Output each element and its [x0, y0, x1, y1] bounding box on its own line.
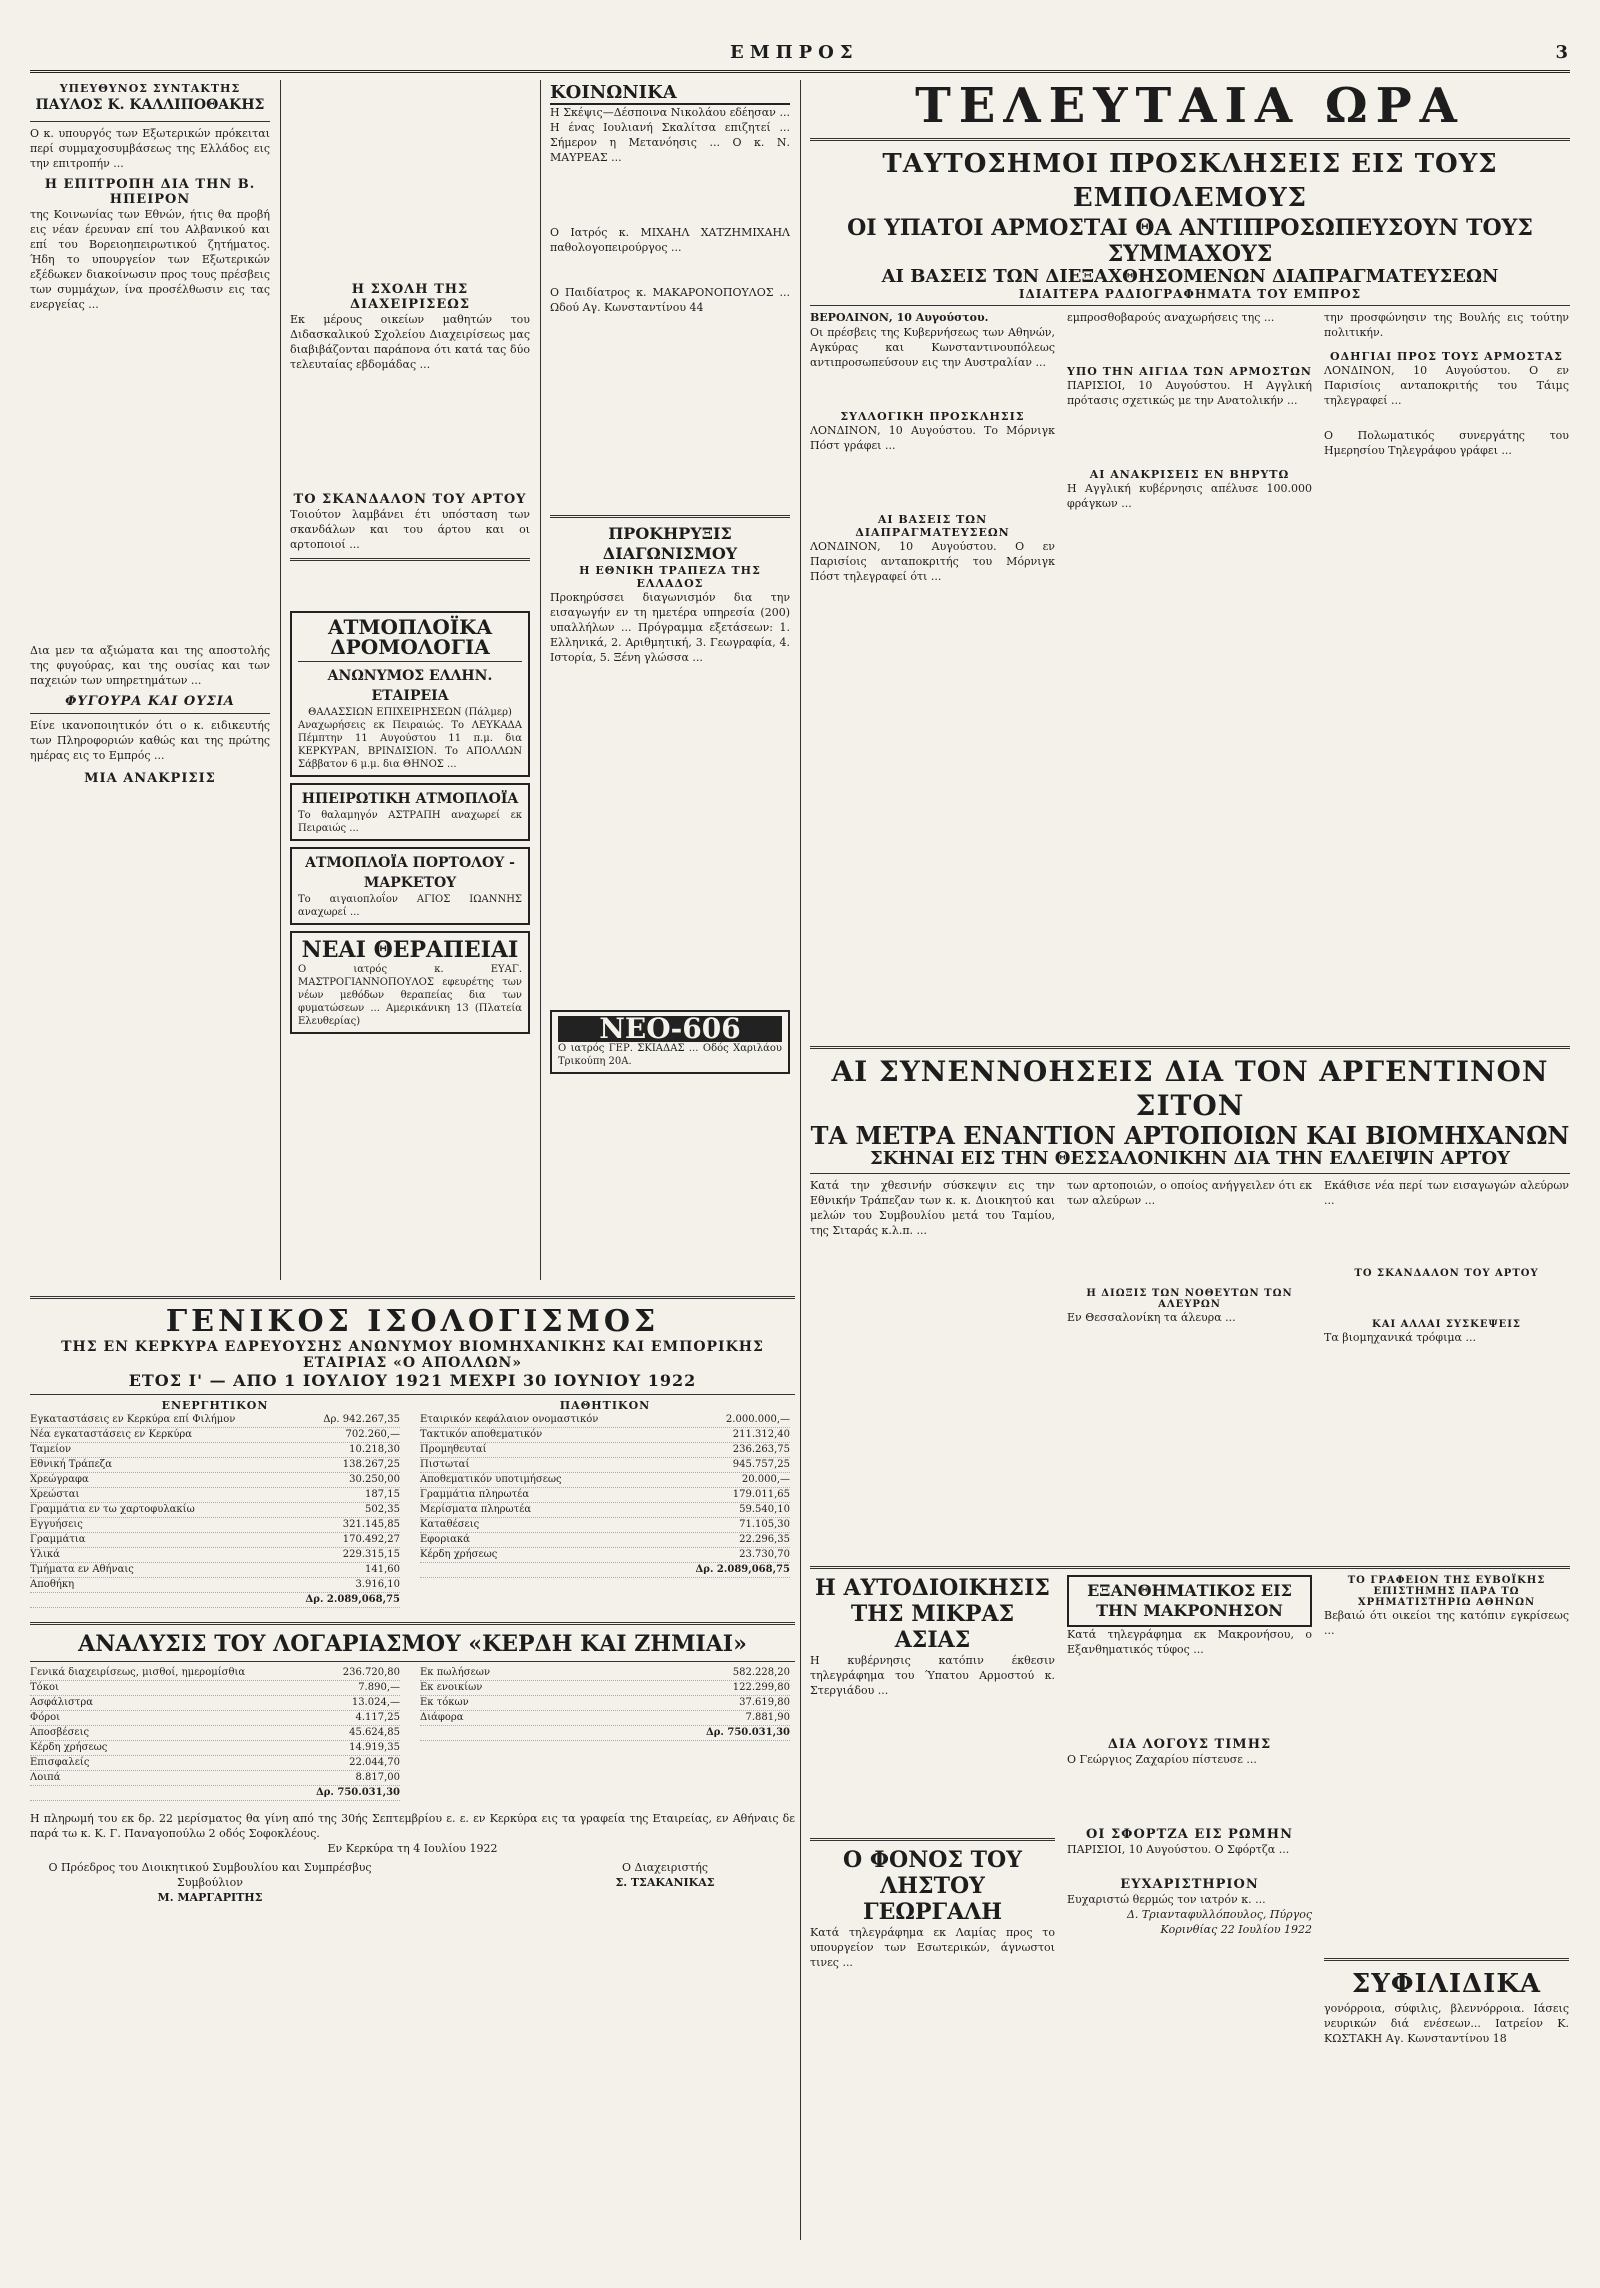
article-body: Η κυβέρνησις κατόπιν έκθεσιν τηλεγράφημα του Ύπατου Αρμοστού κ. Στεργιάδου ...	[810, 1654, 1055, 1697]
ledger-row	[30, 1428, 400, 1443]
ledger-amount: 8.817,00	[355, 1772, 400, 1783]
ad-title: ΝΕΑΙ ΘΕΡΑΠΕΙΑΙ	[301, 937, 519, 963]
article-subhead: Η ΕΘΝΙΚΗ ΤΡΑΠΕΖΑ ΤΗΣ ΕΛΛΑΔΟΣ	[579, 564, 761, 590]
article-body: Είνε ικανοποιητικόν ότι ο κ. ειδικευτής των Πληροφοριών καθώς και της πρώτης ημέρας εις το Εμπρός ...	[30, 719, 270, 762]
ad-box	[290, 847, 530, 925]
ledger-amount: 2.000.000,—	[725, 1414, 790, 1425]
liabilities-total: Δρ. 2.089,068,75	[695, 1564, 790, 1575]
banner-headline: ΤΕΛΕΥΤΑΙΑ ΩΡΑ	[915, 80, 1465, 134]
article-body: Δια μεν τα αξιώματα και της αποστολής της φυγούρας, και της ουσίας και των παχειών των υπηρετημάτων ...	[30, 644, 270, 687]
ad-body: Ο ιατρός ΓΕΡ. ΣΚΙΑΔΑΣ ... Οδός Χαριλάου Τρικούπη 20Α.	[558, 1043, 782, 1067]
article-subhead: Η ΕΠΙΤΡΟΠΗ ΔΙΑ ΤΗΝ Β. ΗΠΕΙΡΟΝ	[44, 177, 256, 207]
ledger-row	[30, 1443, 400, 1458]
ledger-amount: 138.267,25	[342, 1459, 400, 1470]
column-rule	[540, 80, 541, 1280]
ledger-amount: 236.720,80	[342, 1667, 400, 1678]
classified-title: ΣΥΦΙΛΙΔΙΚΑ	[1351, 1969, 1542, 1999]
article-body: Βεβαιώ ότι οικείοι της κατόπιν εγκρίσεως ...	[1324, 1609, 1569, 1637]
article-head: Η ΣΧΟΛΗ ΤΗΣ ΔΙΑΧΕΙΡΙΣΕΩΣ	[349, 282, 471, 312]
column-third	[550, 82, 790, 1282]
column-rule	[280, 80, 281, 1280]
ledger-row	[30, 1413, 400, 1428]
byline-name: ΠΑΥΛΟΣ Κ. ΚΑΛΛΙΠΟΘΑΚΗΣ	[35, 97, 265, 113]
article-body: ΛΟΝΔΙΝΟΝ, 10 Αυγούστου. Το Μόρνιγκ Πόστ γράφει ...	[810, 424, 1055, 452]
article-body: της Κοινωνίας των Εθνών, ήτις θα προβή εις νέαν έρευναν επί του Αλβανικού και επί του Βορειοηπειρωτικού ζητήματος. Ήδη το υπουργείον των Εξωτερικών εξέδωκεν διακοίνωσιν προς τους πρέσβεις των συμμάχων, ίνα προσέλθωσιν εις τας ενεργείας ...	[30, 208, 270, 311]
ledger-row	[420, 1443, 790, 1458]
article-head: ΠΡΟΚΗΡΥΞΙΣ ΔΙΑΓΩΝΙΣΜΟΥ	[602, 524, 738, 563]
ad-title: ΝΕΟ-606	[558, 1016, 782, 1042]
headline: ΙΔΙΑΙΤΕΡΑ ΡΑΔΙΟΓΡΑΦΗΜΑΤΑ ΤΟΥ ΕΜΠΡΟΣ	[1018, 287, 1362, 301]
ledger-label: Νέα εγκαταστάσεις εν Κερκύρα	[30, 1429, 193, 1440]
ledger-label: Αποσβέσεις	[30, 1727, 90, 1738]
ledger-amount: 7.890,—	[358, 1682, 400, 1693]
ledger-row	[420, 1548, 790, 1563]
article-head: ΕΥΧΑΡΙΣΤΗΡΙΟΝ	[1120, 1877, 1259, 1892]
ledger-row	[30, 1458, 400, 1473]
ad-body: Αναχωρήσεις εκ Πειραιώς. Το ΛΕΥΚΑΔΑ Πέμπτην 11 Αυγούστου 11 π.μ. δια ΚΕΡΚΥΡΑΝ, ΒΡΙΝΔΙΣΙΟΝ. Το ΑΠΟΛΛΩΝ Σάββατον 6 μ.μ. δια ΘΗΝΟΣ ...	[298, 720, 522, 770]
ledger-amount: 22.296,35	[739, 1534, 790, 1545]
assets-ledger	[30, 1399, 400, 1608]
headline: ΣΚΗΝΑΙ ΕΙΣ ΤΗΝ ΘΕΣΣΑΛΟΝΙΚΗΝ ΔΙΑ ΤΗΝ ΕΛΛΕΙΨΙΝ ΑΡΤΟΥ	[870, 1148, 1510, 1169]
ledger-row	[30, 1533, 400, 1548]
article-body: ΠΑΡΙΣΙΟΙ, 10 Αυγούστου. Η Αγγλική πρότασις σχετικώς με την Ανατολικήν ...	[1067, 379, 1312, 407]
article-subhead: Η ΔΙΩΞΙΣ ΤΩΝ ΝΟΘΕΥΤΩΝ ΤΩΝ ΑΛΕΥΡΩΝ	[1086, 1288, 1293, 1310]
ledger-label: Αποθεματικόν υποτιμήσεως	[420, 1474, 562, 1485]
ledger-amount: 582.228,20	[732, 1667, 790, 1678]
ad-subtitle: ΘΑΛΑΣΣΙΩΝ ΕΠΙΧΕΙΡΗΣΕΩΝ (Πάλμερ)	[308, 707, 512, 718]
liabilities-ledger	[420, 1399, 790, 1608]
ledger-label: Τόκοι	[30, 1682, 59, 1693]
ledger-row	[30, 1548, 400, 1563]
headline: ΟΙ ΥΠΑΤΟΙ ΑΡΜΟΣΤΑΙ ΘΑ ΑΝΤΙΠΡΟΣΩΠΕΥΣΟΥΝ ΤΟΥΣ ΣΥΜΜΑΧΟΥΣ	[847, 215, 1533, 267]
ledger-amount: 321.145,85	[342, 1519, 400, 1530]
ledger-row	[30, 1518, 400, 1533]
debit-total: Δρ. 750.031,30	[316, 1787, 400, 1798]
ledger-amount: 141,60	[365, 1564, 400, 1575]
news-column	[1067, 310, 1312, 584]
ledger-row	[420, 1666, 790, 1681]
paper-name: ΕΜΠΡΟΣ	[730, 42, 859, 63]
ledger-row	[30, 1726, 400, 1741]
ledger-amount: 23.730,70	[739, 1549, 790, 1560]
article-subhead: ΑΙ ΑΝΑΚΡΙΣΕΙΣ ΕΝ ΒΗΡΥΤΩ	[1089, 468, 1290, 481]
news-column	[810, 310, 1055, 584]
ledger-amount: 179.011,65	[732, 1489, 790, 1500]
article-intro: Ο κ. υπουργός των Εξωτερικών πρόκειται περί συμμαχοσυμβάσεως της Ελλάδος εις την επιτροπήν ...	[30, 127, 270, 170]
headline: ΑΙ ΣΥΝΕΝΝΟΗΣΕΙΣ ΔΙΑ ΤΟΝ ΑΡΓΕΝΤΙΝΟΝ ΣΙΤΟΝ	[831, 1055, 1549, 1122]
ledger-row	[30, 1578, 400, 1593]
ledger-label: Γραμμάτια εν τω χαρτοφυλακίω	[30, 1504, 195, 1515]
article-head: ΕΞΑΝΘΗΜΑΤΙΚΟΣ ΕΙΣ ΤΗΝ ΜΑΚΡΟΝΗΣΟΝ	[1087, 1581, 1292, 1620]
ad-body: Το αιγαιοπλοΐον ΑΓΙΟΣ ΙΩΑΝΝΗΣ αναχωρεί ...	[298, 894, 522, 918]
ledger-label: Τακτικόν αποθεματικόν	[420, 1429, 543, 1440]
page-number: 3	[1555, 42, 1570, 63]
social-news: Η Σκέψις—Δέσποινα Νικολάου εδέησαν ... Η ένας Ιουλιανή Σκαλίτσα επιζητεί ... Σήμερον η Μετανόησις ... Ο κ. Ν. ΜΑΥΡΕΑΣ ...	[550, 106, 790, 164]
ledger-label: Γραμμάτια πληρωτέα	[420, 1489, 530, 1500]
article-body: Εκάθισε νέα περί των εισαγωγών αλεύρων ...	[1324, 1179, 1569, 1207]
ledger-label: Κέρδη χρήσεως	[30, 1742, 108, 1753]
liabilities-title: ΠΑΘΗΤΙΚΟΝ	[559, 1399, 651, 1412]
article-body: Εκ μέρους οικείων μαθητών του Διδασκαλικού Σχολείου Διαχειρίσεως μας διαβιβάζονται παράπονα ότι κατά τας δύο τελευταίας εβδομάδας ...	[290, 313, 530, 371]
column-second	[290, 82, 530, 1282]
column-left	[30, 82, 270, 1282]
ledger-label: Αποθήκη	[30, 1579, 75, 1590]
ledger-label: Γενικά διαχειρίσεως, μισθοί, ημερομίσθια	[30, 1667, 246, 1678]
newspaper-page	[30, 40, 1570, 2250]
ledger-row	[30, 1666, 400, 1681]
ledger-row	[420, 1681, 790, 1696]
ledger-label: Γραμμάτια	[30, 1534, 86, 1545]
profitloss-title: ΑΝΑΛΥΣΙΣ ΤΟΥ ΛΟΓΑΡΙΑΣΜΟΥ «ΚΕΡΔΗ ΚΑΙ ΖΗΜΙΑΙ»	[78, 1631, 747, 1657]
ad-title: ΑΤΜΟΠΛΟΪΑ ΠΟΡΤΟΛΟΥ - ΜΑΡΚΕΤΟΥ	[305, 855, 515, 891]
ledger-row	[420, 1473, 790, 1488]
article-body: Οι πρέσβεις της Κυβερνήσεως των Αθηνών, Αγκύρας και Κωνσταντινουπόλεως αντιπροσωπεύσουν εις την Αυστραλίαν ...	[810, 326, 1055, 369]
article-body: Κατά τηλεγράφημα εκ Λαμίας προς το υπουργείον των Εσωτερικών, άγνωστοι τινες ...	[810, 1926, 1055, 1969]
ad-title: ΗΠΕΙΡΩΤΙΚΗ ΑΤΜΟΠΛΟΪΑ	[301, 791, 519, 807]
manager-name: Σ. ΤΣΑΚΑΝΙΚΑΣ	[615, 1876, 715, 1889]
article-body: ΛΟΝΔΙΝΟΝ, 10 Αυγούστου. Ο εν Παρισίοις ανταποκριτής του Μόρνιγκ Πόστ τηλεγραφεί ότι ...	[810, 540, 1055, 583]
article-body: Κατά τηλεγράφημα εκ Μακρονήσου, ο Εξανθηματικός τύφος ...	[1067, 1628, 1312, 1656]
ledger-amount: 14.919,35	[349, 1742, 400, 1753]
article-subhead: ΣΥΛΛΟΓΙΚΗ ΠΡΟΣΚΛΗΣΙΣ	[840, 410, 1025, 423]
ledger-amount: 13.024,—	[351, 1697, 400, 1708]
ad-box	[290, 783, 530, 841]
article-subhead: ΚΑΙ ΑΛΛΑΙ ΣΥΣΚΕΨΕΙΣ	[1372, 1319, 1521, 1330]
bread-article	[810, 1040, 1570, 1550]
ledger-amount: Δρ. 942.267,35	[323, 1414, 400, 1425]
credit-ledger	[420, 1666, 790, 1801]
ledger-amount: 122.299,80	[732, 1682, 790, 1693]
lower-right	[810, 1560, 1570, 2250]
headline: ΤΑΥΤΟΣΗΜΟΙ ΠΡΟΣΚΛΗΣΕΙΣ ΕΙΣ ΤΟΥΣ ΕΜΠΟΛΕΜΟΥΣ	[882, 149, 1498, 213]
ledger-label: Εγγυήσεις	[30, 1519, 83, 1530]
article-body: των αρτοποιών, ο οποίος ανήγγειλεν ότι εκ των αλεύρων ...	[1067, 1179, 1312, 1207]
ledger-label: Υλικά	[30, 1549, 60, 1560]
assets-title: ΕΝΕΡΓΗΤΙΚΟΝ	[161, 1399, 269, 1412]
ledger-amount: 702.260,—	[345, 1429, 400, 1440]
article-head: ΟΙ ΣΦΟΡΤΖΑ ΕΙΣ ΡΩΜΗΝ	[1086, 1827, 1293, 1842]
credit-total: Δρ. 750.031,30	[706, 1727, 790, 1738]
ledger-amount: 37.619,80	[739, 1697, 790, 1708]
doctor-notice: Ο Παιδίατρος κ. ΜΑΚΑΡΟΝΟΠΟΥΛΟΣ ... Ωδού Αγ. Κωνσταντίνου 44	[550, 286, 790, 314]
doctor-notice: Ο Ιατρός κ. ΜΙΧΑΗΛ ΧΑΤΖΗΜΙΧΑΗΛ παθολογοπειρούργος ...	[550, 226, 790, 254]
headline: ΤΑ ΜΕΤΡΑ ΕΝΑΝΤΙΟΝ ΑΡΤΟΠΟΙΩΝ ΚΑΙ ΒΙΟΜΗΧΑΝΩΝ	[810, 1121, 1570, 1150]
dateline: ΒΕΡΟΛΙΝΟΝ, 10 Αυγούστου.	[810, 311, 989, 324]
article-body: Τοιούτον λαμβάνει έτι υπόσταση των σκανδάλων και του άρτου και οι αρτοποιοί ...	[290, 508, 530, 551]
ledger-label: Διάφορα	[420, 1712, 464, 1723]
article-body: την προσφώνησιν της Βουλής εις τούτην πολιτικήν.	[1324, 311, 1569, 339]
ledger-label: Εφοριακά	[420, 1534, 470, 1545]
article-body: ΠΑΡΙΣΙΟΙ, 10 Αυγούστου. Ο Σφόρτζα ...	[1067, 1843, 1290, 1856]
ledger-label: Εθνική Τράπεζα	[30, 1459, 112, 1470]
article-head: ΔΙΑ ΛΟΓΟΥΣ ΤΙΜΗΣ	[1107, 1737, 1272, 1752]
ledger-amount: 20.000,—	[741, 1474, 790, 1485]
ledger-label: Λοιπά	[30, 1772, 61, 1783]
ledger-label: Ασφάλιστρα	[30, 1697, 94, 1708]
article-subhead: ΤΟ ΣΚΑΝΔΑΛΟΝ ΤΟΥ ΑΡΤΟΥ	[1354, 1268, 1539, 1279]
ledger-row	[420, 1458, 790, 1473]
article-subhead: ΜΙΑ ΑΝΑΚΡΙΣΙΣ	[84, 771, 216, 786]
ledger-amount: 7.881,90	[745, 1712, 790, 1723]
article-subhead: ΥΠΟ ΤΗΝ ΑΙΓΙΔΑ ΤΩΝ ΑΡΜΟΣΤΩΝ	[1067, 365, 1312, 378]
column-rule	[800, 80, 801, 2240]
ledger-row	[30, 1771, 400, 1786]
ad-body: Το θαλαμηγόν ΑΣΤΡΑΠΗ αναχωρεί εκ Πειραιώς ...	[298, 810, 522, 834]
ad-box	[290, 611, 530, 777]
assets-total: Δρ. 2.089,068,75	[305, 1594, 400, 1605]
article-subhead: ΦΥΓΟΥΡΑ ΚΑΙ ΟΥΣΙΑ	[65, 694, 235, 709]
ledger-amount: 236.263,75	[732, 1444, 790, 1455]
ledger-label: Φόροι	[30, 1712, 61, 1723]
ledger-row	[420, 1533, 790, 1548]
headline: ΑΙ ΒΑΣΕΙΣ ΤΩΝ ΔΙΕΞΑΧΘΗΣΟΜΕΝΩΝ ΔΙΑΠΡΑΓΜΑΤΕΥΣΕΩΝ	[881, 266, 1499, 287]
article-body: Εν Θεσσαλονίκη τα άλευρα ...	[1067, 1311, 1236, 1324]
ledger-row	[30, 1756, 400, 1771]
ledger-amount: 59.540,10	[739, 1504, 790, 1515]
balance-title: ΓΕΝΙΚΟΣ ΙΣΟΛΟΓΙΣΜΟΣ	[165, 1304, 660, 1339]
article-body: Κατά την χθεσινήν σύσκεψιν εις την Εθνικήν Τράπεζαν των κ. κ. Διοικητού και μελών του Συμβουλίου μετά του Ταμίου, της Σιταράς κ.λ.π. ...	[810, 1179, 1055, 1237]
ledger-row	[420, 1428, 790, 1443]
ledger-label: Μερίσματα πληρωτέα	[420, 1504, 532, 1515]
ledger-label: Χρεώγραφα	[30, 1474, 89, 1485]
article-body: Ευχαριστώ θερμώς τον ιατρόν κ. ...	[1067, 1893, 1266, 1906]
manager-title: Ο Διαχειριστής	[621, 1861, 708, 1874]
ledger-label: Ταμείον	[30, 1444, 72, 1455]
ledger-row	[30, 1473, 400, 1488]
article-head: Η ΑΥΤΟΔΙΟΙΚΗΣΙΣ ΤΗΣ ΜΙΚΡΑΣ ΑΣΙΑΣ	[815, 1575, 1050, 1653]
section-title: ΚΟΙΝΩΝΙΚΑ	[550, 82, 790, 105]
ledger-row	[420, 1503, 790, 1518]
ledger-amount: 22.044,70	[349, 1757, 400, 1768]
ad-box	[550, 1010, 790, 1074]
ad-company: ΑΝΩΝΥΜΟΣ ΕΛΛΗΝ. ΕΤΑΙΡΕΙΑ	[327, 668, 493, 704]
article-body: Προκηρύσσει διαγωνισμόν δια την εισαγωγήν εν τη ημετέρα υπηρεσία (200) υπαλλήλων ... Πρόγραμμα εξετάσεων: 1. Ελληνικά, 2. Αριθμητική, 3. Γεωγραφία, 4. Ιστορία, 5. Ξένη γλώσσα ...	[550, 591, 790, 664]
article-body: εμπροσθοβαρούς αναχωρήσεις της ...	[1067, 311, 1275, 324]
news-column	[1324, 310, 1569, 584]
ledger-label: Επισφαλείς	[30, 1757, 90, 1768]
balance-period: ΕΤΟΣ Ι' — ΑΠΟ 1 ΙΟΥΛΙΟΥ 1921 ΜΕΧΡΙ 30 ΙΟΥΝΙΟΥ 1922	[128, 1371, 697, 1390]
debit-ledger	[30, 1666, 400, 1801]
ledger-label: Εκ τόκων	[420, 1697, 469, 1708]
ledger-row	[30, 1711, 400, 1726]
ledger-amount: 502,35	[365, 1504, 400, 1515]
article-head: ΤΟ ΓΡΑΦΕΙΟΝ ΤΗΣ ΕΥΒΟΪΚΗΣ ΕΠΙΣΤΗΜΗΣ ΠΑΡΑ ΤΩ ΧΡΗΜΑΤΙΣΤΗΡΙΩ ΑΘΗΝΩΝ	[1347, 1575, 1546, 1608]
ad-title: ΑΤΜΟΠΛΟΪΚΑ ΔΡΟΜΟΛΟΓΙΑ	[327, 615, 493, 659]
ledger-amount: 3.916,10	[355, 1579, 400, 1590]
article-head: Ο ΦΟΝΟΣ ΤΟΥ ΛΗΣΤΟΥ ΓΕΩΡΓΑΛΗ	[843, 1847, 1022, 1925]
ledger-amount: 4.117,25	[355, 1712, 400, 1723]
ledger-row	[420, 1488, 790, 1503]
ledger-label: Προμηθευταί	[420, 1444, 487, 1455]
ledger-amount: 30.250,00	[349, 1474, 400, 1485]
article-head: ΤΟ ΣΚΑΝΔΑΛΟΝ ΤΟΥ ΑΡΤΟΥ	[293, 492, 527, 507]
article-subhead: ΟΔΗΓΙΑΙ ΠΡΟΣ ΤΟΥΣ ΑΡΜΟΣΤΑΣ	[1330, 350, 1563, 363]
ledger-amount: 211.312,40	[732, 1429, 790, 1440]
ledger-label: Εκ ενοικίων	[420, 1682, 483, 1693]
article-body: Ο Γεώργιος Ζαχαρίου πίστευσε ...	[1067, 1753, 1257, 1766]
byline-role: ΥΠΕΥΘΥΝΟΣ ΣΥΝΤΑΚΤΗΣ	[59, 82, 241, 95]
article-body: Τα βιομηχανικά τρόφιμα ...	[1324, 1331, 1476, 1344]
president-title: Ο Πρόεδρος του Διοικητικού Συμβουλίου και Συμπρέσβυς Συμβούλιον	[48, 1861, 372, 1889]
ledger-amount: 945.757,25	[732, 1459, 790, 1470]
ad-body: Ο ιατρός κ. ΕΥΑΓ. ΜΑΣΤΡΟΓΙΑΝΝΟΠΟΥΛΟΣ εφευρέτης των νέων μεθόδων θεραπείας δια των φυματώσεων ... Αμερικάνικη 13 (Πλατεία Ελευθερίας)	[298, 964, 522, 1027]
ledger-label: Εταιρικόν κεφάλαιον ονομαστικόν	[420, 1414, 599, 1425]
ledger-label: Κέρδη χρήσεως	[420, 1549, 498, 1560]
ledger-row	[30, 1503, 400, 1518]
ledger-amount: 187,15	[365, 1489, 400, 1500]
ledger-label: Εγκαταστάσεις εν Κερκύρα επί Φιλήμον	[30, 1414, 236, 1425]
ledger-row	[420, 1711, 790, 1726]
ledger-label: Καταθέσεις	[420, 1519, 480, 1530]
ledger-amount: 45.624,85	[349, 1727, 400, 1738]
ledger-row	[420, 1696, 790, 1711]
ledger-row	[30, 1563, 400, 1578]
article-body: ΛΟΝΔΙΝΟΝ, 10 Αυγούστου. Ο εν Παρισίοις ανταποκριτής του Τάιμς τηλεγραφεί ...	[1324, 364, 1569, 407]
news-block	[810, 80, 1570, 1030]
classified-body: γονόρροια, σύφιλις, βλεννόρροια. Ιάσεις νευρικών διά ενέσεων... Ιατρείον Κ. ΚΩΣΤΑΚΗ Αγ. Κωνσταντίνου 18	[1324, 2002, 1569, 2045]
article-body: Η Αγγλική κυβέρνησις απέλυσε 100.000 φράγκων ...	[1067, 482, 1312, 510]
article-subhead: ΑΙ ΒΑΣΕΙΣ ΤΩΝ ΔΙΑΠΡΑΓΜΑΤΕΥΣΕΩΝ	[855, 513, 1010, 539]
ledger-row	[420, 1413, 790, 1428]
ledger-amount: 71.105,30	[739, 1519, 790, 1530]
signature: Δ. Τριανταφυλλόπουλος, Πύργος Κορινθίας 22 Ιουλίου 1922	[1126, 1908, 1312, 1936]
ledger-amount: 170.492,27	[342, 1534, 400, 1545]
dividend-note: Η πληρωμή του εκ δρ. 22 μερίσματος θα γίνη από της 30ής Σεπτεμβρίου ε. ε. εν Κερκύρα εις τα γραφεία της Εταιρείας, εν Αθήναις δε παρά τω κ. Κ. Γ. Παναγοπούλω 2 οδός Σοφοκλέους.	[30, 1812, 795, 1840]
ad-box	[290, 931, 530, 1034]
ledger-amount: 229.315,15	[342, 1549, 400, 1560]
balance-subtitle: ΤΗΣ ΕΝ ΚΕΡΚΥΡΑ ΕΔΡΕΥΟΥΣΗΣ ΑΝΩΝΥΜΟΥ ΒΙΟΜΗΧΑΝΙΚΗΣ ΚΑΙ ΕΜΠΟΡΙΚΗΣ ΕΤΑΙΡΙΑΣ «Ο ΑΠΟΛΛΩΝ»	[61, 1339, 764, 1371]
ledger-row	[30, 1488, 400, 1503]
ledger-label: Πιστωταί	[420, 1459, 470, 1470]
ledger-label: Χρεώσται	[30, 1489, 80, 1500]
masthead	[30, 40, 1570, 73]
ledger-row	[30, 1741, 400, 1756]
ledger-row	[420, 1518, 790, 1533]
ledger-row	[30, 1696, 400, 1711]
article-body: Ο Πολωματικός συνεργάτης του Ημερησίου Τηλεγράφου γράφει ...	[1324, 429, 1569, 457]
ledger-label: Εκ πωλήσεων	[420, 1667, 491, 1678]
ledger-row	[30, 1681, 400, 1696]
balance-sheet	[30, 1290, 795, 2250]
ledger-label: Τμήματα εν Αθήναις	[30, 1564, 134, 1575]
ledger-amount: 10.218,30	[349, 1444, 400, 1455]
place-date: Εν Κερκύρα τη 4 Ιουλίου 1922	[327, 1842, 498, 1855]
president-name: Μ. ΜΑΡΓΑΡΙΤΗΣ	[157, 1891, 263, 1904]
